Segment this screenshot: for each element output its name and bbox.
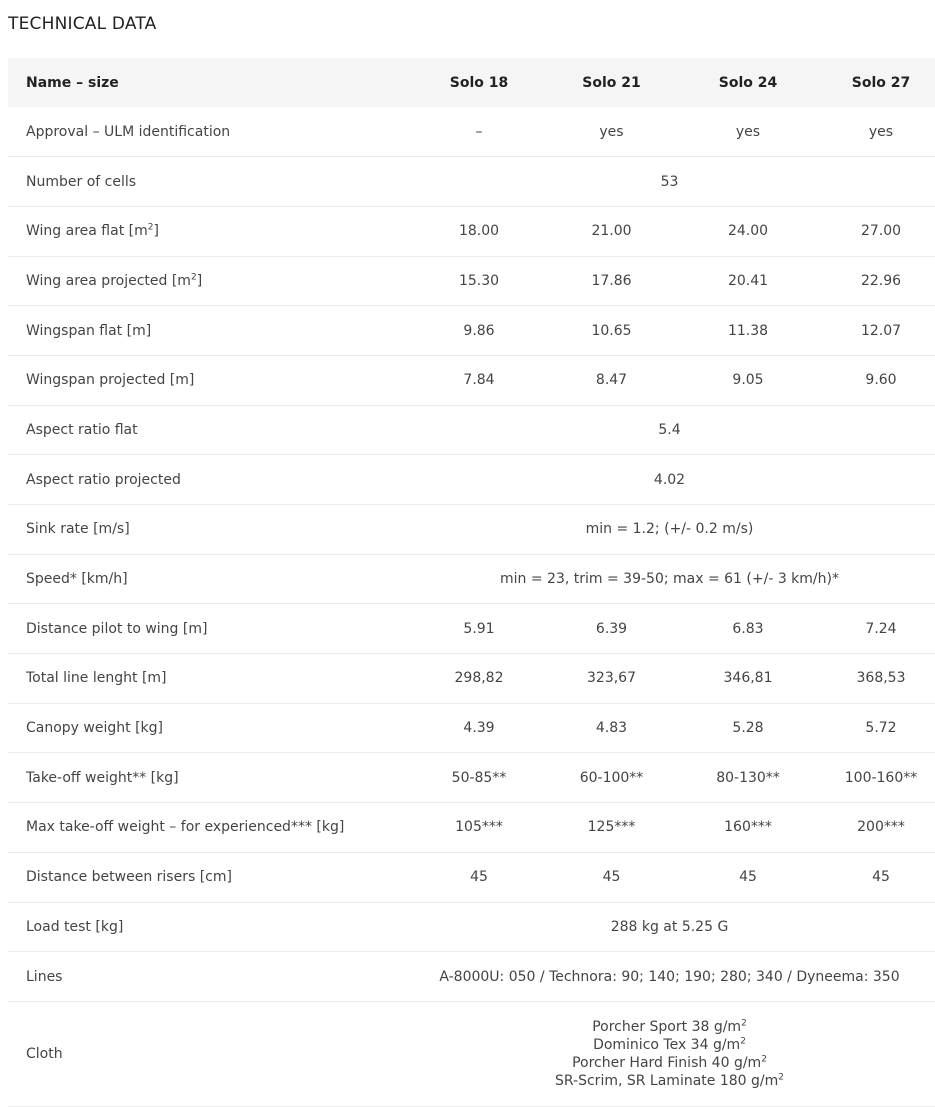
cell: 160*** [724, 819, 772, 836]
row-label [8, 206, 404, 256]
cell: yes [599, 123, 624, 140]
header-name-size: Name – size [26, 74, 119, 91]
cell: 9.86 [463, 322, 495, 339]
merged-cell: 5.4 [658, 421, 681, 438]
merged-cell-cloth [404, 1001, 935, 1106]
table-row [8, 604, 935, 654]
cell: 18.00 [458, 223, 500, 240]
technical-data-table [8, 58, 935, 1107]
table-header-row [8, 58, 935, 107]
row-label [8, 256, 404, 306]
cloth-item [404, 1054, 935, 1072]
cell: 5.72 [865, 720, 897, 737]
cloth-item [404, 1072, 935, 1090]
row-label: Distance between risers [cm] [26, 869, 232, 886]
table-row [8, 355, 935, 405]
cell: yes [868, 123, 894, 140]
table-row [8, 753, 935, 803]
row-label: Speed* [km/h] [26, 571, 128, 588]
cell: 5.91 [463, 620, 495, 637]
cell: 7.24 [865, 620, 897, 637]
header-solo-24: Solo 24 [718, 74, 778, 91]
label-text: Wing area projected [m [26, 272, 191, 289]
table-row [8, 405, 935, 455]
cell: 45 [872, 869, 890, 886]
cell: 11.38 [727, 322, 769, 339]
cell: 12.07 [860, 322, 902, 339]
unit-superscript: 2 [190, 272, 197, 283]
cell: 8.47 [595, 372, 628, 389]
cell: 50-85** [451, 769, 507, 786]
row-label: Aspect ratio projected [26, 471, 181, 488]
row-label: Wingspan flat [m] [26, 322, 152, 339]
cell: 9.60 [865, 372, 897, 389]
cell: 80-130** [716, 769, 780, 786]
table-row [8, 1001, 935, 1106]
table-row [8, 902, 935, 952]
merged-cell: min = 1.2; (+/- 0.2 m/s) [585, 521, 754, 538]
row-label: Total line lenght [m] [26, 670, 167, 687]
table-row [8, 952, 935, 1002]
cell: 4.39 [463, 720, 495, 737]
cell: 60-100** [579, 769, 644, 786]
cell: 45 [739, 869, 757, 886]
row-label: Lines [26, 968, 63, 985]
label-end: ] [196, 272, 203, 289]
cell: 105*** [455, 819, 503, 836]
row-label: Approval – ULM identification [26, 123, 231, 140]
cell: 5.28 [732, 720, 764, 737]
cell: 6.39 [595, 620, 628, 637]
row-label: Canopy weight [kg] [26, 720, 163, 737]
unit-superscript: 2 [778, 1072, 784, 1083]
cloth-text: Dominico Tex 34 g/m [593, 1036, 741, 1053]
table-row [8, 306, 935, 356]
unit-superscript: 2 [147, 222, 154, 233]
cloth-item [404, 1036, 935, 1054]
cell: 22.96 [860, 272, 902, 289]
cell: 45 [470, 869, 488, 886]
table-row [8, 256, 935, 306]
row-label: Number of cells [26, 173, 137, 190]
unit-superscript: 2 [741, 1018, 747, 1029]
table-row [8, 852, 935, 902]
table-row [8, 554, 935, 604]
label-end: ] [153, 223, 159, 240]
cell: yes [735, 123, 761, 140]
row-label: Take-off weight** [kg] [26, 769, 179, 786]
row-label: Distance pilot to wing [m] [26, 620, 208, 637]
merged-cell: min = 23, trim = 39-50; max = 61 (+/- 3 km/h)* [500, 571, 839, 588]
table-row [8, 206, 935, 256]
cell: 17.86 [591, 272, 632, 289]
row-label: Max take-off weight – for experienced*** [kg] [26, 819, 345, 836]
cell: 10.65 [591, 322, 632, 339]
merged-cell: 288 kg at 5.25 G [610, 918, 729, 935]
table-row [8, 505, 935, 555]
row-label: Wingspan projected [m] [26, 372, 195, 389]
cell: 6.83 [732, 620, 764, 637]
row-label: Sink rate [m/s] [26, 521, 130, 538]
cell: 346,81 [723, 670, 773, 687]
row-label: Cloth [26, 1045, 63, 1062]
merged-cell: 4.02 [653, 471, 686, 488]
cell: 24.00 [727, 223, 769, 240]
table-row [8, 157, 935, 207]
cell: 368,53 [856, 670, 906, 687]
row-label: Aspect ratio flat [26, 421, 138, 438]
table-row [8, 803, 935, 853]
cell: 20.41 [727, 272, 769, 289]
cell: 15.30 [458, 272, 500, 289]
cloth-item [404, 1018, 935, 1036]
cell: 200*** [857, 819, 905, 836]
unit-superscript: 2 [761, 1054, 767, 1065]
row-label: Load test [kg] [26, 918, 124, 935]
cloth-text: SR-Scrim, SR Laminate 180 g/m [555, 1072, 779, 1089]
label-text: Wing area flat [m [26, 223, 148, 240]
cell: 45 [602, 869, 621, 886]
cell: 4.83 [595, 720, 628, 737]
header-solo-21: Solo 21 [582, 74, 641, 91]
table-row [8, 455, 935, 505]
cell: 323,67 [587, 670, 636, 687]
cell: 7.84 [463, 372, 495, 389]
cell: 125*** [587, 819, 636, 836]
cell: – [475, 123, 483, 140]
page-title: TECHNICAL DATA [8, 14, 157, 34]
cell: 9.05 [732, 372, 764, 389]
unit-superscript: 2 [740, 1036, 746, 1047]
table-row [8, 107, 935, 157]
table-row [8, 703, 935, 753]
merged-cell: A-8000U: 050 / Technora: 90; 140; 190; 280; 340 / Dyneema: 350 [439, 968, 900, 985]
cloth-text: Porcher Hard Finish 40 g/m [572, 1054, 762, 1071]
table-row [8, 654, 935, 704]
header-solo-18: Solo 18 [449, 74, 509, 91]
cell: 21.00 [591, 223, 632, 240]
cell: 100-160** [844, 769, 918, 786]
cell: 298,82 [454, 670, 504, 687]
merged-cell: 53 [660, 173, 679, 190]
cell: 27.00 [860, 223, 902, 240]
header-solo-27: Solo 27 [851, 74, 911, 91]
cloth-text: Porcher Sport 38 g/m [592, 1018, 742, 1035]
